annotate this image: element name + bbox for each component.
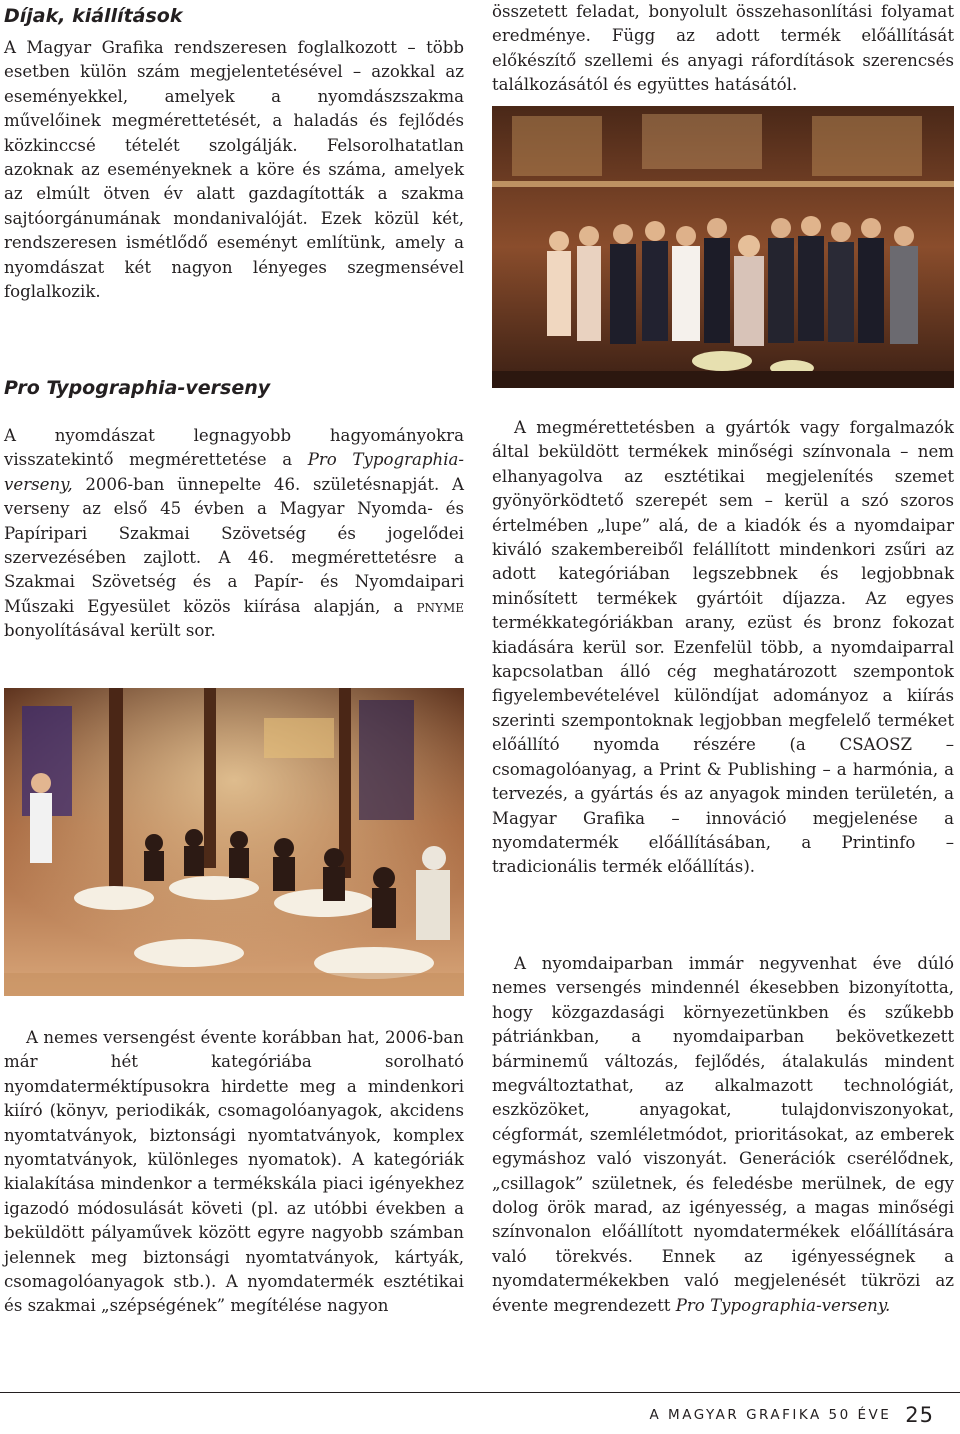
competition-name: Pro Typographia-verseny, bbox=[4, 450, 465, 494]
section-title-pro-typographia: Pro Typographia-verseny bbox=[4, 377, 271, 399]
competition-name-closing: Pro Typographia-verseny. bbox=[675, 1295, 891, 1315]
intro-paragraph: A Magyar Grafika rendszeresen foglalkozott – több esetben külön szám megjelentetésével – azokkal az eseményekkel, amelyek a nyomdászszakma művelőinek megmérettetését, a haladás és fejlődés közkinccsé tételét szolgálják. Felsorolhatatlan azoknak az eseményeknek a köre és száma, amelyek az elmúlt ötven év alatt gazdagították a szakma sajtóorgánumának mondanivalóját. Ezek közül két, rendszeresen ismétlődő eseményt említünk, amely a nyomdászat két nagyon lényeges szegmensével foglalkozik. bbox=[4, 38, 464, 302]
pro-typographia-paragraph: A nyomdászat legnagyobb hagyományokra visszatekintő megmérettetése a Pro Typographia-verseny, 2006-ban ünnepelte 46. születésnapját. A verseny az első 45 évben a Magyar Nyomda- és Papíripari Szakmai Szövetség és jogelődei szervezésében zajlott. A 46. megmérettetésre a Szakmai Szövetség és a Papír- és Nyomdaipari Műszaki Egyesület közös kiírása alapján, a pnyme bonyolításával került sor. bbox=[4, 426, 465, 641]
section-title-awards: Díjak, kiállítások bbox=[4, 5, 183, 27]
group-photo bbox=[492, 106, 954, 388]
page-footer bbox=[650, 1400, 934, 1430]
page-number: 25 bbox=[905, 1403, 934, 1427]
judging-paragraph: A megmérettetésben a gyártók vagy forgalmazók által beküldött termékek minőségi színvonala – nem elhanyagolva az esztétikai megjelenítés szemet gyönyörködtető szerepét sem – kerül a szó szoros értelmében „lupe” alá, de a kiadók és a nyomdaipar kiváló szakembereiből felállított mindenkori zsűri az adott kategóriában legszebbnek és legjobbnak minősített termékek gyártóit díjazza. Az egyes termékkategóriákban arany, ezüst és bronz fokozat kiadására kerül sor. Ezenfelül több, a nyomdaiparral kapcsolatban álló cég meghatározott szempontok figyelembevételével különdíjat adományoz a kiírás szerinti szempontoknak legjobban megfelelő terméket előállító nyomda részére (a CSAOSZ – csomagolóanyag, a Print & Publishing – a harmónia, a tervezés, a gyártás és az anyagok minden területén, a Magyar Grafika – innováció megjelenése a nyomdatermék előállításában, a Printinfo – tradicionális termék előállítás). bbox=[492, 418, 954, 877]
closing-paragraph: A nyomdaiparban immár negyvenhat éve dúló nemes versengés mindennél ékesebben bizonyította, hogy közgazdasági környezetünkben és szűkebb pátriánkban, a nyomdaiparban bekövetkezett bárminemű változás, fejlődés, átalakulás mindent megváltoztathat, az alkalmazott technológiát, eszközöket, anyagokat, tulajdonviszonyokat, cégformát, szemléletmódot, prioritásokat, az emberek egymáshoz való viszonyát. Generációk cserélődnek, „csillagok” születnek, és feledésbe merülnek, de egy dolog örök marad, az igényesség, a magas minőségi színvonalon előállított nyomdatermékek előállítására való törekvés. Ennek az igényességnek a nyomdatermékekben való megjelenését tükrözi az évente megrendezett Pro Typographia-verseny. bbox=[492, 954, 954, 1315]
complex-task-paragraph: összetett feladat, bonyolult összehasonlítási folyamat eredménye. Függ az adott termék előállítását előkészítő szellemi és anyagi ráfordítások szerencsés találkozásától és együttes hatásától. bbox=[492, 2, 954, 95]
group-photo-image bbox=[492, 106, 954, 388]
running-title: A MAGYAR GRAFIKA 50 ÉVE bbox=[649, 1407, 892, 1423]
categories-paragraph: A nemes versengést évente korábban hat, 2006-ban már hét kategóriába sorolható nyomdaterméktípusokra hirdette meg a mindenkori kiíró (könyv, periodikák, csomagolóanyagok, akcidens nyomtatványok, biztonsági nyomtatványok, komplex nyomtatványok, különleges nyomatok). A kategóriák kialakítása mindenkor a termékskála piaci igényekhez igazodó módosulását követi (pl. az utóbbi években a beküldött pályaművek között egyre nagyobb számban jelennek meg biztonsági nyomtatványok, kártyák, csomagolóanyagok stb.). A nyomdatermék esztétikai és szakmai „szépségének” megítélése nagyon bbox=[4, 1028, 464, 1316]
event-photo-image bbox=[4, 688, 464, 996]
footer-rule bbox=[0, 1392, 960, 1393]
pnyme-abbrev: pnyme bbox=[416, 596, 464, 616]
event-photo bbox=[4, 688, 464, 996]
